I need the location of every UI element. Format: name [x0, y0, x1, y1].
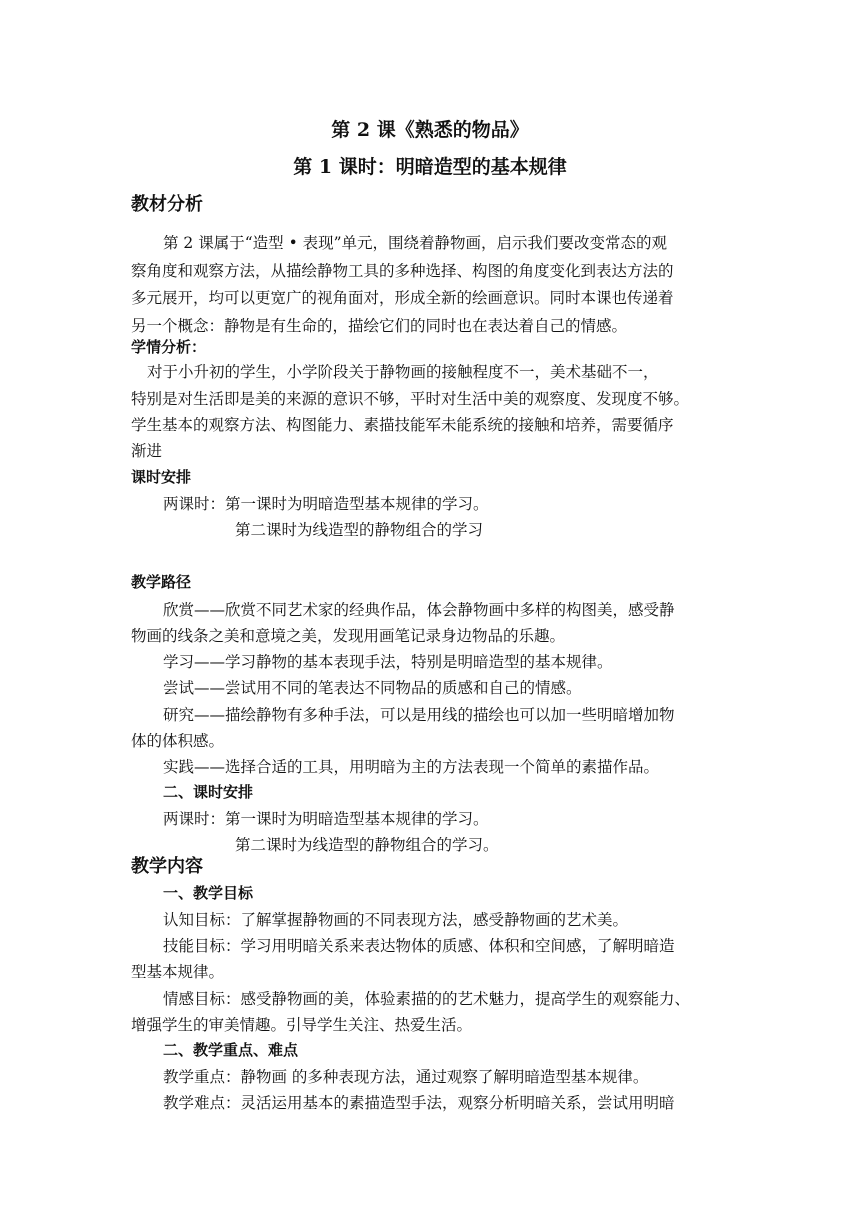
paragraph-line: 学生基本的观察方法、构图能力、素描技能军未能系统的接触和培养，需要循序 [131, 416, 674, 434]
schedule-line: 第二课时为线造型的静物组合的学习 [235, 521, 484, 539]
heading-schedule: 课时安排 [131, 468, 192, 486]
goal-line: 情感目标：感受静物画的美，体验素描的的艺术魅力，提高学生的观察能力、 [163, 990, 691, 1008]
lesson-subtitle: 第 1 课时：明暗造型的基本规律 [293, 156, 567, 178]
heading-teaching-path: 教学路径 [131, 573, 192, 591]
schedule-line: 两课时：第一课时为明暗造型基本规律的学习。 [163, 495, 489, 513]
paragraph-line: 欣赏——欣赏不同艺术家的经典作品，体会静物画中多样的构图美，感受静 [163, 601, 675, 619]
paragraph-line: 研究——描绘静物有多种手法，可以是用线的描绘也可以加一些明暗增加物 [163, 706, 675, 724]
heading-teaching-goals: 一、教学目标 [163, 884, 254, 902]
goal-line: 认知目标：了解掌握静物画的不同表现方法，感受静物画的艺术美。 [163, 911, 629, 929]
goal-line: 增强学生的审美情趣。引导学生关注、热爱生活。 [131, 1016, 473, 1034]
paragraph-line: 尝试——尝试用不同的笔表达不同物品的质感和自己的情感。 [163, 679, 582, 697]
lesson-title: 第 2 课《熟悉的物品》 [331, 119, 529, 141]
goal-line: 技能目标：学习用明暗关系来表达物体的质感、体积和空间感，了解明暗造 [163, 937, 675, 955]
paragraph-line: 渐进 [131, 442, 163, 460]
paragraph-line: 多元展开，均可以更宽广的视角面对，形成全新的绘画意识。同时本课也传递着 [131, 289, 674, 307]
paragraph-line: 对于小升初的学生，小学阶段关于静物画的接触程度不一，美术基础不一， [147, 363, 659, 381]
paragraph-line: 特别是对生活即是美的来源的意识不够，平时对生活中美的观察度、发现度不够。 [131, 390, 690, 408]
heading-teaching-content: 教学内容 [131, 856, 203, 877]
heading-student-analysis: 学情分析： [131, 338, 207, 356]
heading-textbook-analysis: 教材分析 [131, 194, 203, 215]
key-point-line: 教学重点：静物画 的多种表现方法，通过观察了解明暗造型基本规律。 [163, 1068, 649, 1086]
schedule-line: 两课时：第一课时为明暗造型基本规律的学习。 [163, 810, 489, 828]
paragraph-line: 第 2 课属于“造型 • 表现”单元，围绕着静物画，启示我们要改变常态的观 [163, 234, 668, 252]
paragraph-line: 学习——学习静物的基本表现手法，特别是明暗造型的基本规律。 [163, 653, 613, 671]
heading-schedule-2: 二、课时安排 [163, 783, 254, 801]
goal-line: 型基本规律。 [131, 963, 225, 981]
paragraph-line: 另一个概念：静物是有生命的，描绘它们的同时也在表达着自己的情感。 [131, 317, 628, 335]
heading-key-points: 二、教学重点、难点 [163, 1041, 299, 1059]
schedule-line: 第二课时为线造型的静物组合的学习。 [235, 836, 499, 854]
paragraph-line: 物画的线条之美和意境之美，发现用画笔记录身边物品的乐趣。 [131, 627, 566, 645]
paragraph-line: 察角度和观察方法，从描绘静物工具的多种选择、构图的角度变化到表达方法的 [131, 262, 674, 280]
paragraph-line: 体的体积感。 [131, 732, 225, 750]
paragraph-line: 实践——选择合适的工具，用明暗为主的方法表现一个简单的素描作品。 [163, 758, 660, 776]
key-point-line: 教学难点：灵活运用基本的素描造型手法，观察分析明暗关系，尝试用明暗 [163, 1094, 675, 1112]
